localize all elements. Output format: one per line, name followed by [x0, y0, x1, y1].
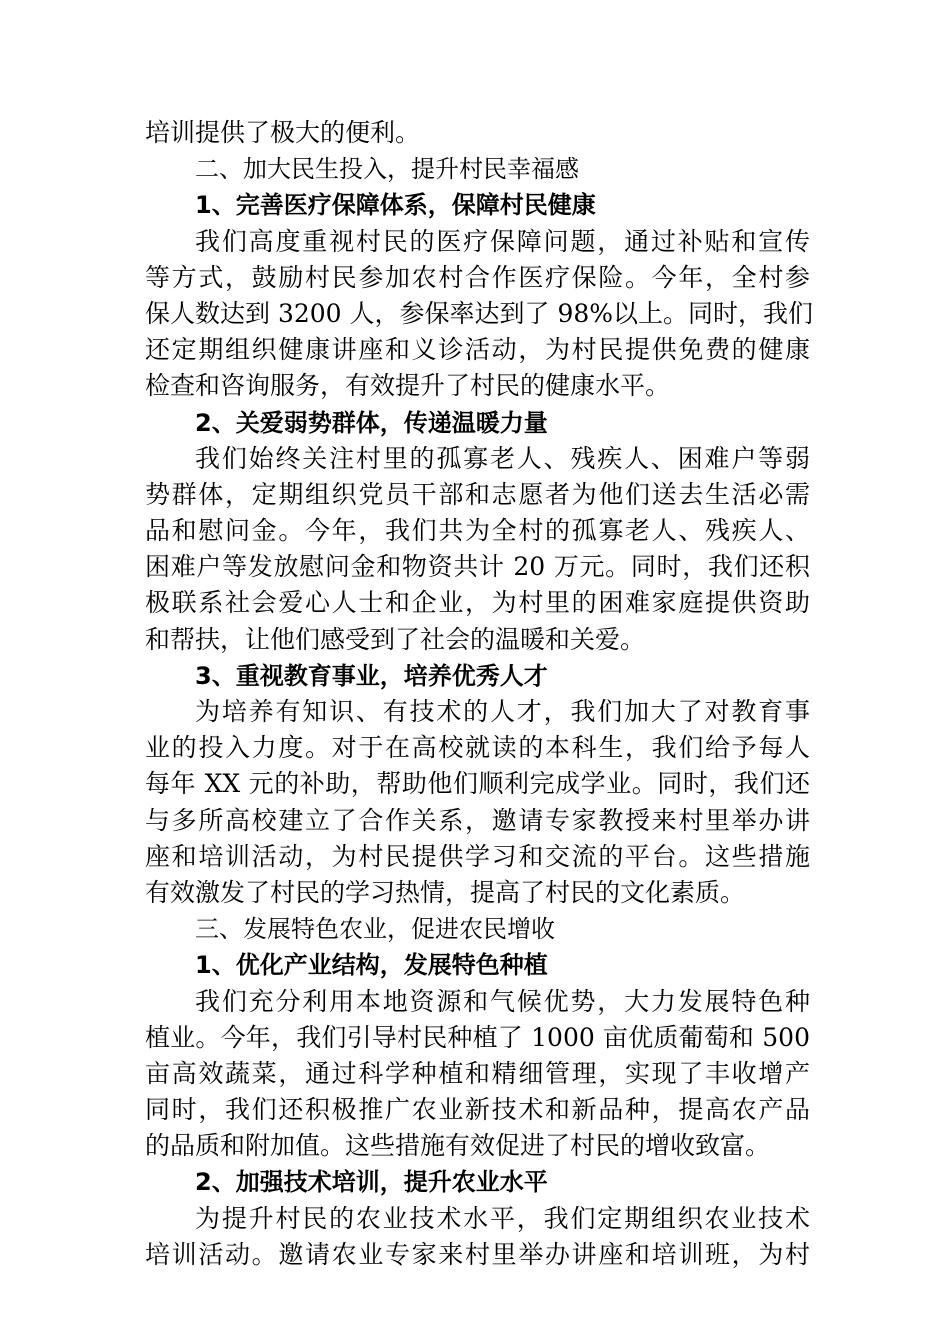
section-heading: 二、加大民生投入，提升村民幸福感	[195, 155, 579, 184]
paragraph-line: 还定期组织健康讲座和义诊活动，为村民提供免费的健康	[145, 335, 810, 365]
paragraph-line: 困难户等发放慰问金和物资共计 20 万元。同时，我们还积	[145, 552, 810, 582]
subsection-heading: 3、重视教育事业，培养优秀人才	[195, 661, 548, 690]
subsection-heading: 2、加强技术培训，提升农业水平	[195, 1168, 548, 1197]
paragraph-line: 势群体，定期组织党员干部和志愿者为他们送去生活必需	[145, 479, 810, 509]
paragraph-line: 的品质和附加值。这些措施有效促进了村民的增收致富。	[145, 1131, 771, 1161]
paragraph-line: 保人数达到 3200 人，参保率达到了 98%以上。同时，我们	[145, 298, 814, 328]
paragraph-line: 座和培训活动，为村民提供学习和交流的平台。这些措施	[145, 841, 810, 871]
paragraph-line: 每年 XX 元的补助，帮助他们顺利完成学业。同时，我们还	[145, 769, 810, 799]
paragraph-line: 有效激发了村民的学习热情，提高了村民的文化素质。	[145, 877, 746, 907]
paragraph-line: 等方式，鼓励村民参加农村合作医疗保险。今年，全村参	[145, 262, 810, 292]
paragraph-line: 培训提供了极大的便利。	[145, 118, 421, 147]
paragraph-line: 亩高效蔬菜，通过科学种植和精细管理，实现了丰收增产	[145, 1058, 810, 1088]
paragraph-line: 植业。今年，我们引导村民种植了 1000 亩优质葡萄和 500	[145, 1022, 810, 1052]
paragraph-line: 同时，我们还积极推广农业新技术和新品种，提高农产品	[145, 1095, 810, 1125]
paragraph-line: 检查和咨询服务，有效提升了村民的健康水平。	[145, 371, 671, 401]
paragraph-line: 我们始终关注村里的孤寡老人、残疾人、困难户等弱	[195, 443, 810, 473]
paragraph-line: 业的投入力度。对于在高校就读的本科生，我们给予每人	[145, 733, 810, 763]
subsection-heading: 1、优化产业结构，发展特色种植	[195, 951, 548, 980]
paragraph-line: 和帮扶，让他们感受到了社会的温暖和关爱。	[145, 624, 646, 654]
paragraph-line: 品和慰问金。今年，我们共为全村的孤寡老人、残疾人、	[145, 516, 810, 546]
paragraph-line: 为提升村民的农业技术水平，我们定期组织农业技术	[195, 1203, 810, 1233]
paragraph-line: 与多所高校建立了合作关系，邀请专家教授来村里举办讲	[145, 805, 810, 835]
paragraph-line: 我们高度重视村民的医疗保障问题，通过补贴和宣传	[195, 226, 810, 256]
paragraph-line: 极联系社会爱心人士和企业，为村里的困难家庭提供资助	[145, 588, 810, 618]
paragraph-line: 培训活动。邀请农业专家来村里举办讲座和培训班，为村	[145, 1239, 810, 1269]
subsection-heading: 1、完善医疗保障体系，保障村民健康	[195, 191, 596, 220]
subsection-heading: 2、关爱弱势群体，传递温暖力量	[195, 408, 548, 437]
section-heading: 三、发展特色农业，促进农民增收	[195, 915, 555, 944]
document-body	[145, 115, 814, 1273]
paragraph-line: 为培养有知识、有技术的人才，我们加大了对教育事	[195, 697, 810, 726]
paragraph-line: 我们充分利用本地资源和气候优势，大力发展特色种	[195, 986, 810, 1016]
